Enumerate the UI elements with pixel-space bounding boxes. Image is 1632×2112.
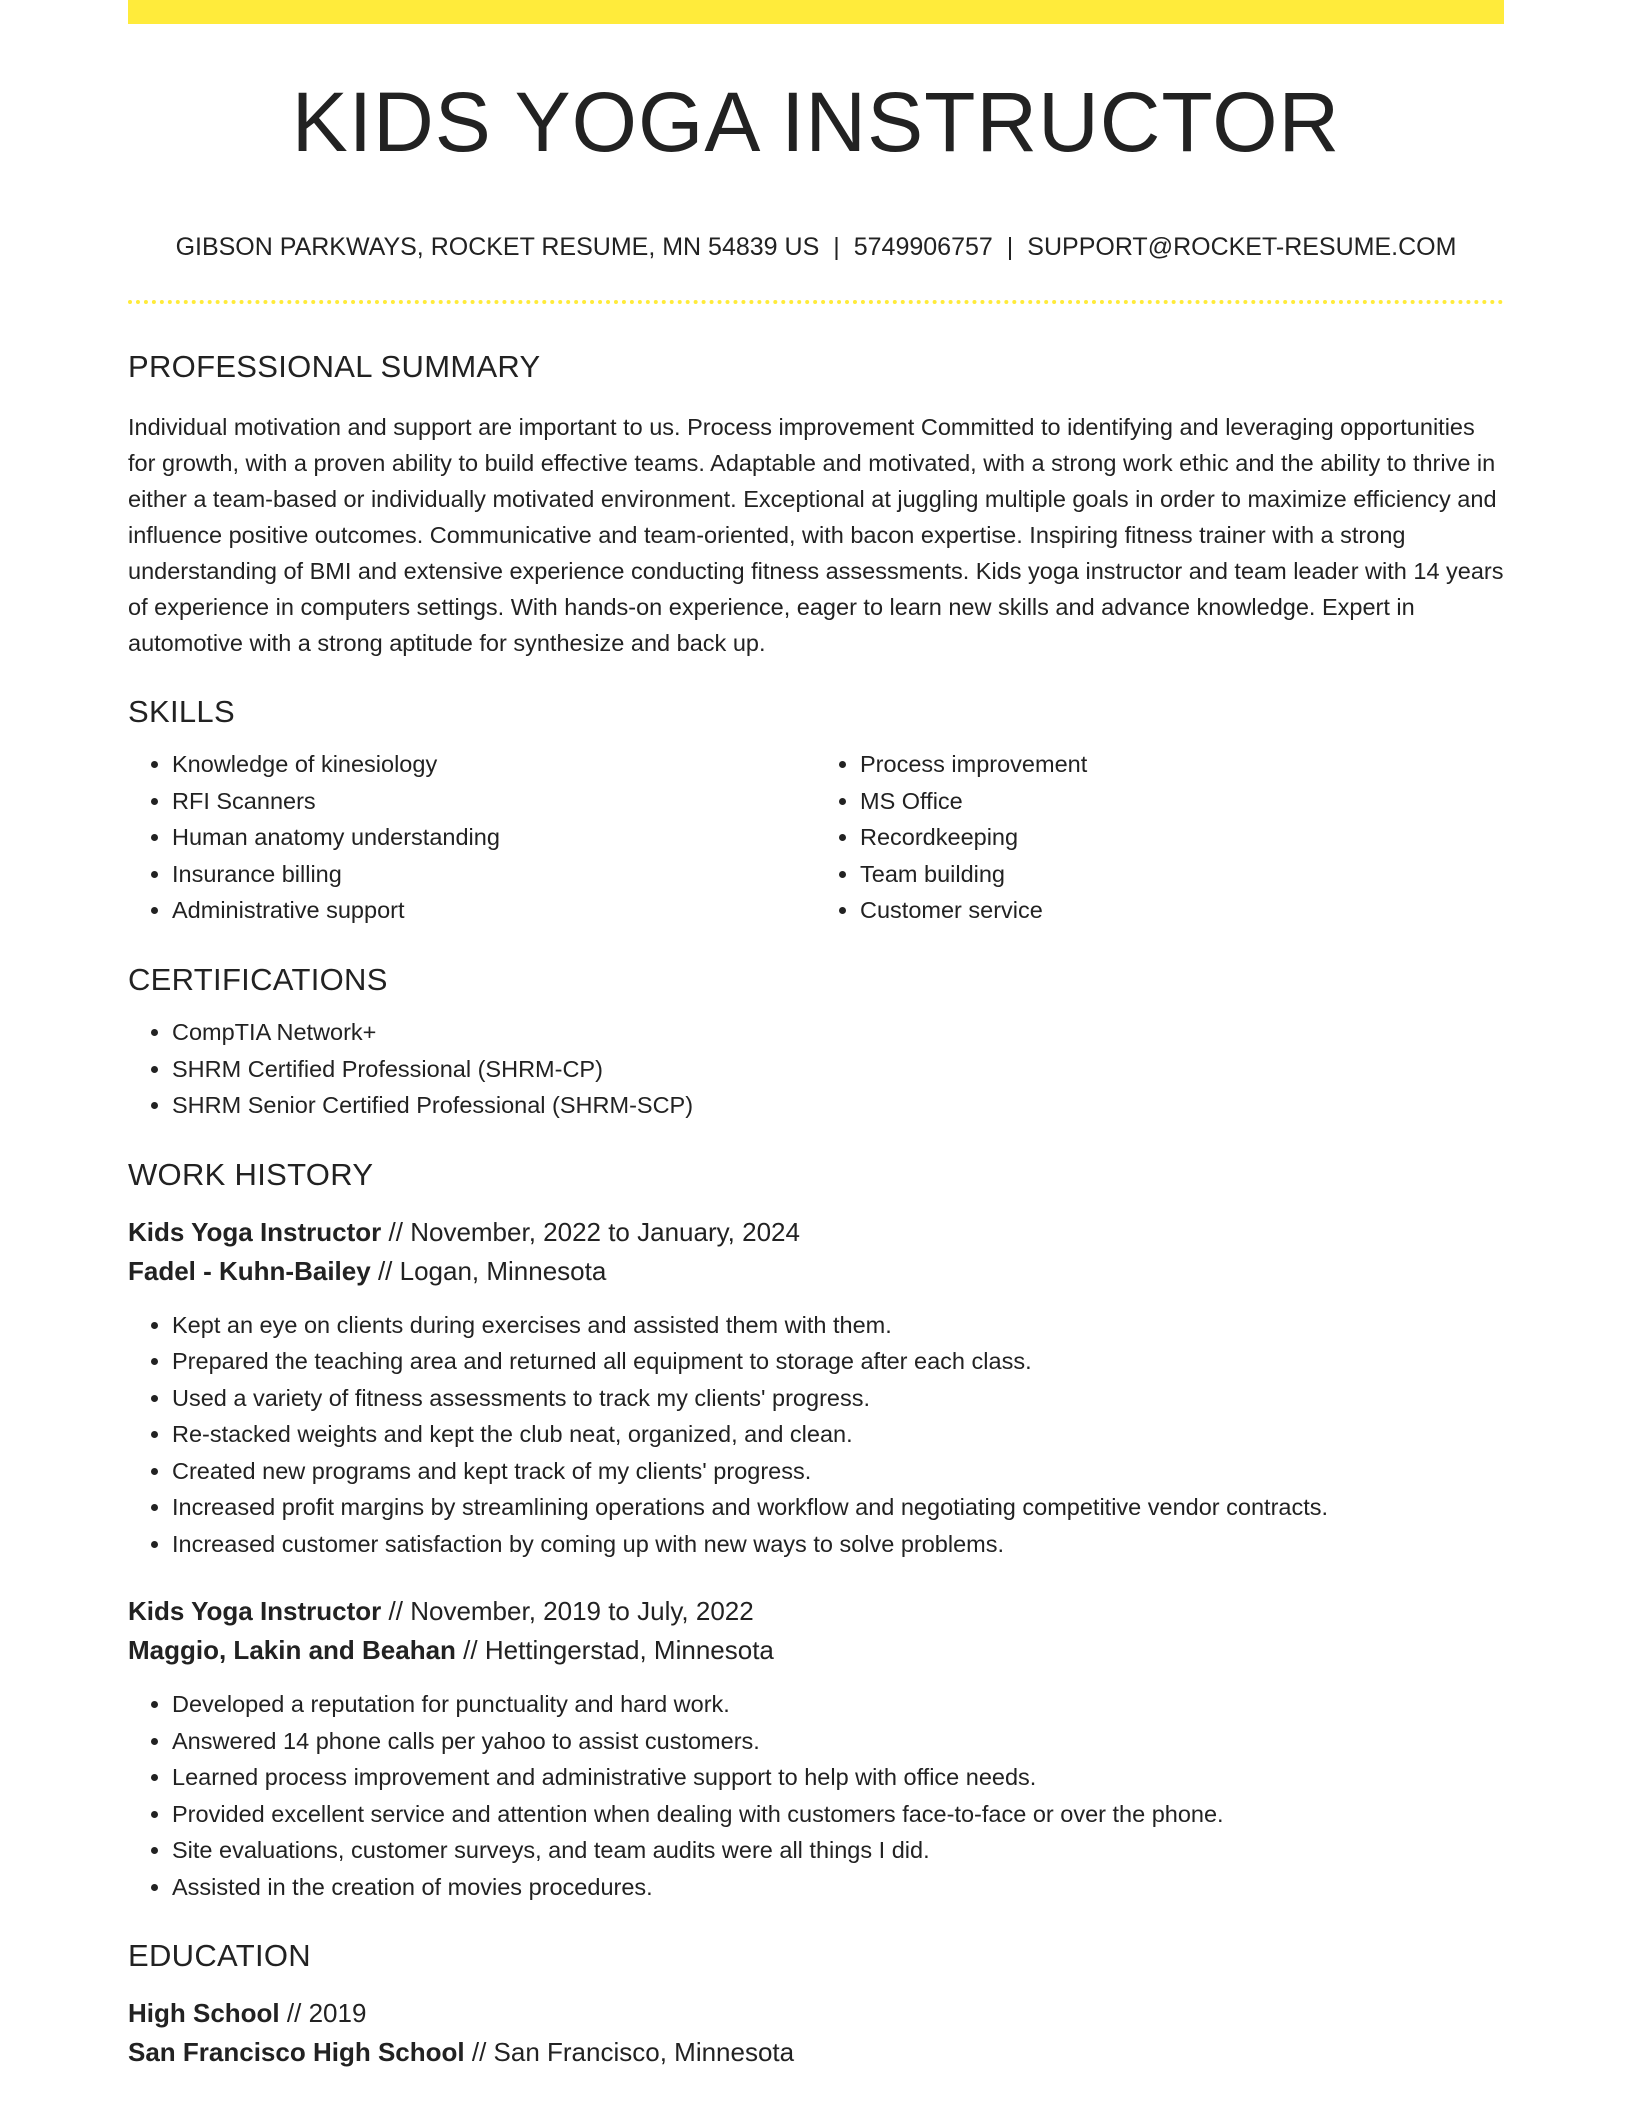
contact-line — [128, 232, 1504, 262]
job-bullet: • Assisted in the creation of movies procedures. — [172, 1869, 1504, 1906]
job-bullet: • Created new programs and kept track of my clients' progress. — [172, 1453, 1504, 1490]
candidate-title: KIDS YOGA INSTRUCTOR — [291, 75, 1341, 169]
job-dates: // November, 2022 to January, 2024 — [388, 1216, 800, 1247]
skills-list-right — [816, 746, 1504, 929]
contact-phone: 5749906757 — [853, 233, 993, 261]
job-company-line — [128, 1631, 1504, 1670]
education-section — [128, 1937, 1504, 2072]
job-bullet: • Answered 14 phone calls per yahoo to assist customers. — [172, 1723, 1504, 1760]
job-role: Kids Yoga Instructor — [128, 1596, 382, 1627]
education-school-line — [128, 2033, 1504, 2072]
skill-item: • Human anatomy understanding — [172, 819, 816, 856]
job-bullet: • Developed a reputation for punctuality and hard work. — [172, 1686, 1504, 1723]
education-degree-line — [128, 1994, 1504, 2033]
job-bullet: • Provided excellent service and attention when dealing with customers face-to-face or over the phone. — [172, 1796, 1504, 1833]
job-dates: // November, 2019 to July, 2022 — [388, 1596, 754, 1627]
job-bullets — [128, 1307, 1504, 1563]
skill-item: • RFI Scanners — [172, 783, 816, 820]
summary-section — [128, 348, 1504, 661]
work-history-heading: WORK HISTORY — [128, 1156, 374, 1192]
education-location: // San Francisco, Minnesota — [471, 2037, 795, 2068]
job-company: Fadel - Kuhn-Bailey — [128, 1255, 371, 1286]
summary-heading: PROFESSIONAL SUMMARY — [128, 349, 541, 384]
certification-item: • CompTIA Network+ — [172, 1014, 1504, 1051]
contact-email: SUPPORT@ROCKET-RESUME.COM — [1027, 233, 1457, 261]
skills-grid — [128, 746, 1504, 929]
certifications-list — [128, 1014, 1504, 1124]
education-school: San Francisco High School — [128, 2037, 465, 2068]
job-company-line — [128, 1252, 1504, 1291]
skill-item: • Team building — [860, 856, 1504, 893]
skill-item: • MS Office — [860, 783, 1504, 820]
education-heading: EDUCATION — [128, 1938, 311, 1974]
job-role: Kids Yoga Instructor — [128, 1216, 382, 1247]
job-bullet: • Learned process improvement and administrative support to help with office needs. — [172, 1759, 1504, 1796]
job-location: // Hettingerstad, Minnesota — [463, 1635, 774, 1666]
skill-item: • Insurance billing — [172, 856, 816, 893]
skill-item: • Recordkeeping — [860, 819, 1504, 856]
job-entry — [128, 1213, 1504, 1563]
job-bullet: • Used a variety of fitness assessments to track my clients' progress. — [172, 1380, 1504, 1417]
education-entry — [128, 1994, 1504, 2072]
job-bullet: • Re-stacked weights and kept the club neat, organized, and clean. — [172, 1416, 1504, 1453]
work-history-section — [128, 1156, 1504, 1906]
certifications-heading: CERTIFICATIONS — [128, 961, 388, 997]
job-bullet: • Increased customer satisfaction by coming up with new ways to solve problems. — [172, 1526, 1504, 1563]
skill-item: • Administrative support — [172, 892, 816, 929]
job-bullets — [128, 1686, 1504, 1905]
skill-item: • Process improvement — [860, 746, 1504, 783]
certification-item: • SHRM Senior Certified Professional (SHRM-SCP) — [172, 1087, 1504, 1124]
job-entry — [128, 1592, 1504, 1905]
summary-text: Individual motivation and support are important to us. Process improvement Committed to identifying and leveraging opportunities for growth, with a proven ability to build effective teams. Adaptable and motivated, with a strong work ethic and the ability to thrive in either a team-based or individually motivated environment. Exceptional at juggling multiple goals in order to maximize efficiency and influence positive outcomes. Communicative and team-oriented, with bacon expertise. Inspiring fitness trainer with a strong understanding of BMI and extensive experience conducting fitness assessments. Kids yoga instructor and team leader with 14 years of experience in computers settings. With hands-on experience, eager to learn new skills and advance knowledge. Expert in automotive with a strong aptitude for synthesize and back up. — [128, 414, 1504, 657]
dotted-divider — [128, 300, 1504, 304]
accent-top-bar — [128, 0, 1504, 24]
job-role-line — [128, 1592, 1504, 1631]
certification-item: • SHRM Certified Professional (SHRM-CP) — [172, 1051, 1504, 1088]
job-bullet: • Increased profit margins by streamlining operations and workflow and negotiating competitive vendor contracts. — [172, 1489, 1504, 1526]
skills-list-left — [128, 746, 816, 929]
skill-item: • Customer service — [860, 892, 1504, 929]
job-company: Maggio, Lakin and Beahan — [128, 1635, 456, 1666]
skills-section — [128, 693, 1504, 929]
job-bullet: • Site evaluations, customer surveys, and team audits were all things I did. — [172, 1832, 1504, 1869]
job-bullet: • Kept an eye on clients during exercises and assisted them with them. — [172, 1307, 1504, 1344]
skills-heading: SKILLS — [128, 694, 235, 730]
job-role-line — [128, 1213, 1504, 1252]
skill-item: • Knowledge of kinesiology — [172, 746, 816, 783]
education-year: // 2019 — [286, 1998, 367, 2029]
job-bullet: • Prepared the teaching area and returned all equipment to storage after each class. — [172, 1343, 1504, 1380]
contact-separator: | — [833, 233, 840, 261]
certifications-section — [128, 961, 1504, 1124]
resume-content — [128, 24, 1504, 2072]
job-location: // Logan, Minnesota — [377, 1255, 607, 1286]
contact-address: GIBSON PARKWAYS, ROCKET RESUME, MN 54839 US — [175, 233, 820, 261]
contact-separator: | — [1006, 233, 1014, 261]
education-degree: High School — [128, 1998, 280, 2029]
